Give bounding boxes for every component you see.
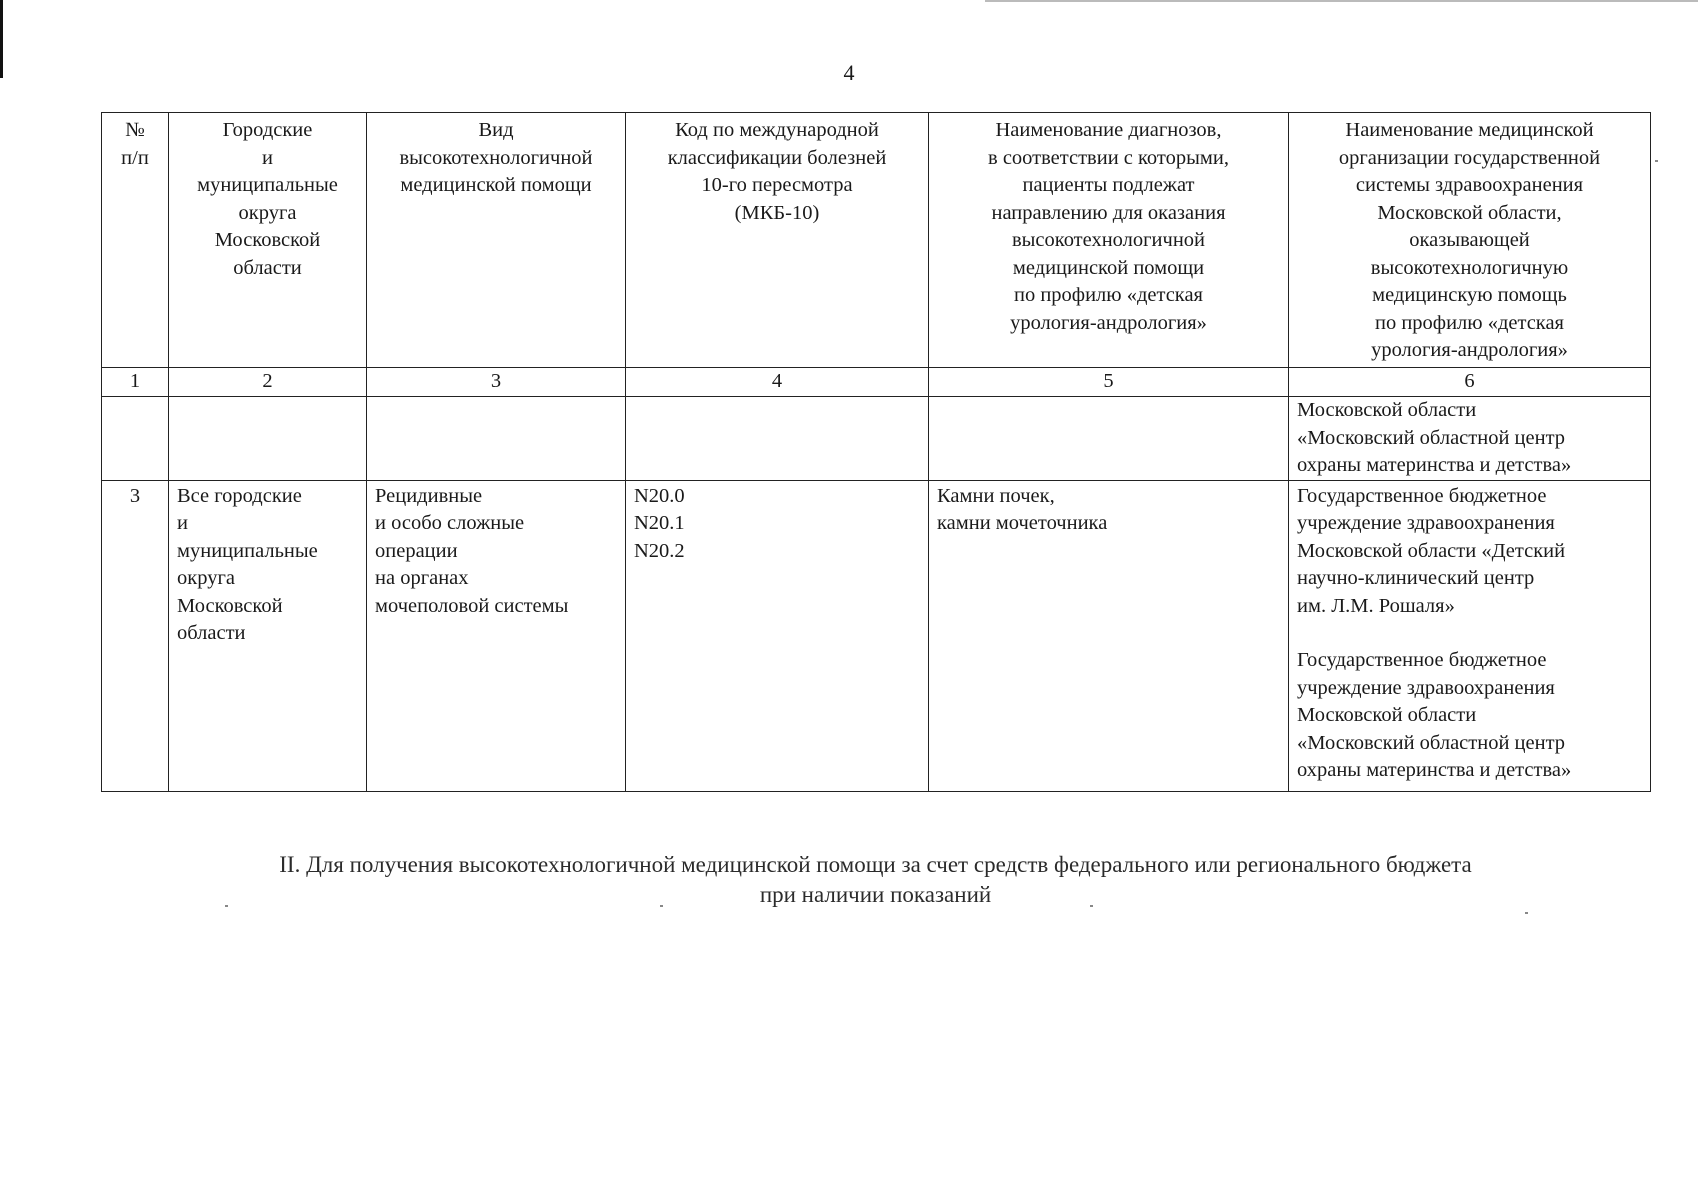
row-diagnoses: Камни почек, камни мочеточника <box>929 480 1289 791</box>
header-districts: Городские и муниципальные округа Московской области <box>169 113 367 368</box>
header-number: № п/п <box>102 113 169 368</box>
row-districts: Все городские и муниципальные округа Московской области <box>169 480 367 791</box>
table-row <box>102 480 1651 791</box>
table-header-row <box>102 113 1651 368</box>
header-care-type: Вид высокотехнологичной медицинской помощи <box>367 113 626 368</box>
table-cell-empty <box>169 397 367 481</box>
section-title: II. Для получения высокотехнологичной медицинской помощи за счет средств федерального или регионального бюджета при наличии показаний <box>279 852 1472 907</box>
organization-entry: Государственное бюджетное учреждение здравоохранения Московской области «Московский областной центр охраны материнства и детства» <box>1297 649 1572 781</box>
column-number: 6 <box>1289 368 1651 397</box>
organization-entry: Государственное бюджетное учреждение здравоохранения Московской области «Детский научно-клинический центр им. Л.М. Рошаля» <box>1297 484 1566 617</box>
scan-top-line <box>985 0 1698 2</box>
continuation-row <box>102 397 1651 481</box>
column-number-row <box>102 368 1651 397</box>
row-care-type: Рецидивные и особо сложные операции на органах мочеполовой системы <box>367 480 626 791</box>
column-number: 3 <box>367 368 626 397</box>
column-number: 2 <box>169 368 367 397</box>
row-number: 3 <box>102 480 169 791</box>
table-cell-empty <box>102 397 169 481</box>
organization-spacer <box>1297 620 1642 647</box>
scan-speck <box>1525 912 1528 914</box>
scan-speck <box>1655 160 1658 162</box>
column-number: 1 <box>102 368 169 397</box>
column-number: 4 <box>626 368 929 397</box>
header-diagnoses: Наименование диагнозов, в соответствии с которыми, пациенты подлежат направлению для оказания высокотехнологичной медицинской помощи по профилю «детская урология-андрология» <box>929 113 1289 368</box>
table-cell-empty <box>626 397 929 481</box>
care-table <box>101 112 1651 792</box>
page-number: 4 <box>843 60 855 85</box>
column-number: 5 <box>929 368 1289 397</box>
table-cell-empty <box>367 397 626 481</box>
row-icd-codes: N20.0 N20.1 N20.2 <box>626 480 929 791</box>
header-icd-code: Код по международной классификации болезней 10-го пересмотра (МКБ-10) <box>626 113 929 368</box>
table-cell-empty <box>929 397 1289 481</box>
header-organization: Наименование медицинской организации государственной системы здравоохранения Московской области, оказывающей высокотехнологичную медицинскую помощь по профилю «детская урология-андрология» <box>1289 113 1651 368</box>
continuation-organization: Московской области «Московский областной центр охраны материнства и детства» <box>1289 397 1651 481</box>
row-organizations <box>1289 480 1651 791</box>
